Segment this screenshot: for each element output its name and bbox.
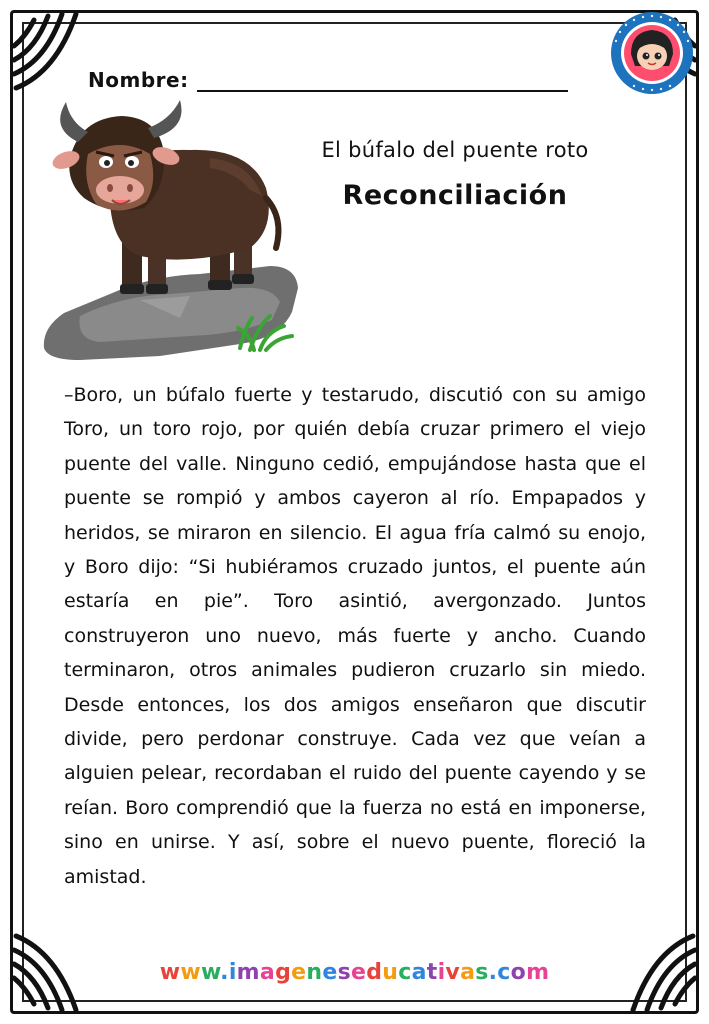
name-row	[88, 62, 568, 92]
page-title: Reconciliación	[342, 180, 568, 211]
story-paragraph: –Boro, un búfalo fuerte y testarudo, discutió con su amigo Toro, un toro rojo, por quién debía cruzar primero el viejo puente del valle. Ninguno cedió, empujándose hasta que el puente se rompió y ambos cayeron al río. Empapados y heridos, se miraron en silencio. El agua fría calmó su enojo, y Boro dijo: “Si hubiéramos cruzado juntos, el puente aún estaría en pie”. Toro asintió, avergonzado. Juntos construyeron uno nuevo, más fuerte y ancho. Cuando terminaron, otros animales pudieron cruzarlo sin miedo. Desde entonces, los dos amigos enseñaron que discutir divide, pero perdonar construye. Cada vez que veían a alguien pelear, recordaban el ruido del puente cayendo y se reían. Boro comprendió que la fuerza no está en imponerse, sino en unirse. Y así, sobre el nuevo puente, floreció la amistad.	[64, 384, 646, 888]
story-subtitle: El búfalo del puente roto	[321, 138, 589, 162]
name-write-line[interactable]	[197, 68, 568, 92]
footer-url[interactable]	[0, 960, 709, 985]
corner-stripes-icon	[6, 6, 96, 96]
title-block	[300, 138, 610, 211]
girl-mascot-logo-icon	[609, 10, 695, 96]
footer-url-text: www.imageneseducativas.com	[159, 960, 550, 985]
name-label: Nombre:	[88, 68, 189, 92]
buffalo-on-rock-icon	[40, 98, 300, 366]
